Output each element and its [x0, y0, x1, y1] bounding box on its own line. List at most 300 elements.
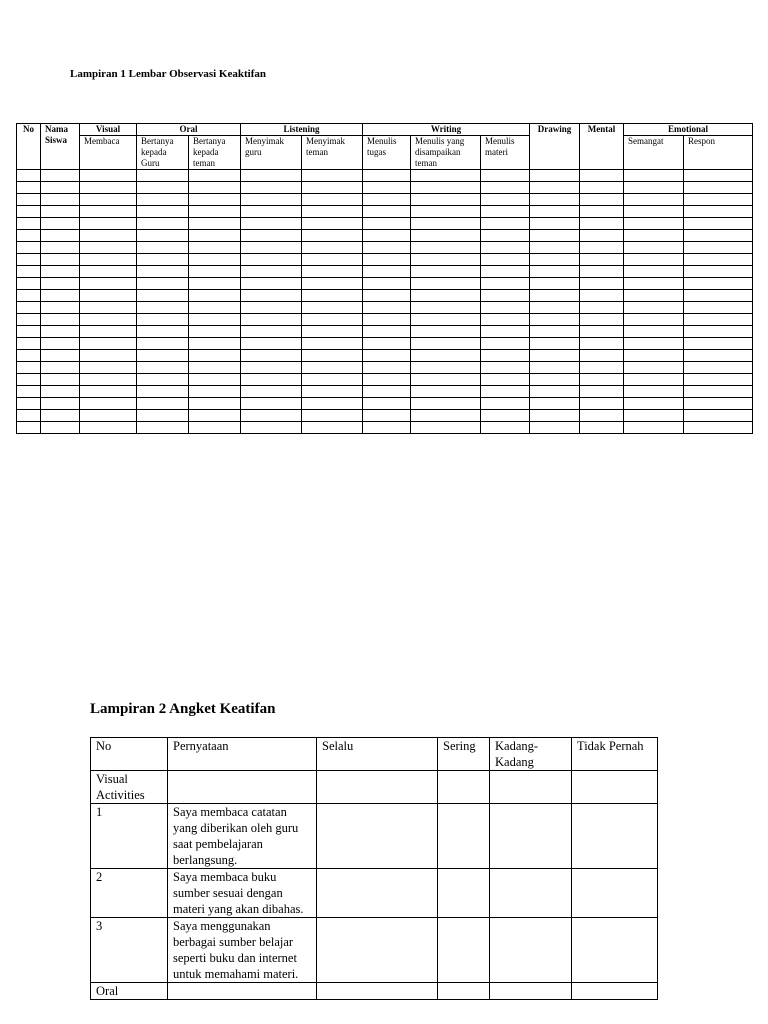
- table-cell: [363, 398, 411, 410]
- table-cell: [363, 230, 411, 242]
- table-cell: [302, 374, 363, 386]
- table-cell: [624, 170, 684, 182]
- table-cell: [481, 266, 530, 278]
- table-row: [91, 804, 658, 869]
- table-row: [17, 206, 753, 218]
- table-cell: [137, 254, 189, 266]
- table-cell: [137, 278, 189, 290]
- table-cell: [481, 182, 530, 194]
- table-cell: [481, 218, 530, 230]
- table-cell: [302, 290, 363, 302]
- table-cell: [17, 170, 41, 182]
- table-cell: [411, 194, 481, 206]
- answer-cell: [317, 918, 438, 983]
- table-cell: [363, 314, 411, 326]
- table-cell: [41, 374, 80, 386]
- table-cell: [17, 218, 41, 230]
- table-cell: [302, 386, 363, 398]
- table-row: [17, 398, 753, 410]
- table-cell: [241, 242, 302, 254]
- table-cell: [530, 338, 580, 350]
- table-cell: [580, 398, 624, 410]
- table-cell: [580, 182, 624, 194]
- table-cell: [137, 242, 189, 254]
- subheader-respon: Respon: [684, 136, 753, 170]
- table-cell: [481, 230, 530, 242]
- table-cell: [137, 350, 189, 362]
- table-cell: [580, 254, 624, 266]
- table-cell: [481, 302, 530, 314]
- table-row: [17, 386, 753, 398]
- table-cell: [411, 338, 481, 350]
- table-cell: [137, 230, 189, 242]
- header-nama-siswa: Nama Siswa: [41, 124, 80, 170]
- table-cell: [580, 206, 624, 218]
- table-cell: [481, 290, 530, 302]
- table-cell: [530, 266, 580, 278]
- table-cell: [363, 170, 411, 182]
- table-cell: [241, 206, 302, 218]
- table-cell: [241, 254, 302, 266]
- table-cell: [241, 182, 302, 194]
- table-cell: [363, 374, 411, 386]
- table-row: [91, 918, 658, 983]
- angket-header-kadang: Kadang-Kadang: [490, 738, 572, 771]
- table-cell: [624, 230, 684, 242]
- table-cell: [481, 326, 530, 338]
- table-cell: [684, 230, 753, 242]
- table-cell: [80, 302, 137, 314]
- table-cell: [363, 386, 411, 398]
- table-cell: [302, 338, 363, 350]
- table-cell: [530, 242, 580, 254]
- table-cell: [241, 230, 302, 242]
- table-cell: [580, 338, 624, 350]
- table-cell: [530, 302, 580, 314]
- table-cell: [411, 242, 481, 254]
- table-row: [17, 314, 753, 326]
- table-cell: [241, 398, 302, 410]
- answer-cell: [572, 983, 658, 1000]
- table-cell: [624, 398, 684, 410]
- table-cell: [363, 410, 411, 422]
- table-cell: [411, 170, 481, 182]
- table-cell: [241, 170, 302, 182]
- answer-cell: [317, 771, 438, 804]
- table-cell: [80, 230, 137, 242]
- table-cell: [41, 326, 80, 338]
- table-cell: [363, 266, 411, 278]
- table-cell: [137, 374, 189, 386]
- row-number: 3: [91, 918, 168, 983]
- table-cell: [580, 350, 624, 362]
- table-cell: [41, 314, 80, 326]
- table-cell: [17, 290, 41, 302]
- observation-table: [16, 123, 753, 434]
- table-cell: [684, 290, 753, 302]
- answer-cell: [490, 983, 572, 1000]
- table-cell: [80, 314, 137, 326]
- table-cell: [580, 326, 624, 338]
- table-cell: [241, 326, 302, 338]
- table-cell: [363, 326, 411, 338]
- table-cell: [241, 314, 302, 326]
- subheader-bertanya-guru: Bertanya kepada Guru: [137, 136, 189, 170]
- table-cell: [189, 362, 241, 374]
- table-cell: [241, 362, 302, 374]
- answer-cell: [572, 918, 658, 983]
- table-row: [17, 170, 753, 182]
- table-row: [17, 242, 753, 254]
- answer-cell: [572, 804, 658, 869]
- table-cell: [189, 422, 241, 434]
- table-cell: [530, 170, 580, 182]
- table-cell: [302, 206, 363, 218]
- table-cell: [411, 386, 481, 398]
- table-cell: [80, 362, 137, 374]
- table-cell: [189, 254, 241, 266]
- table-cell: [481, 242, 530, 254]
- table-cell: [580, 194, 624, 206]
- table-cell: [17, 338, 41, 350]
- subheader-membaca: Membaca: [80, 136, 137, 170]
- table-row: [91, 983, 658, 1000]
- table-cell: [189, 230, 241, 242]
- table-cell: [302, 242, 363, 254]
- table-cell: [481, 422, 530, 434]
- table-cell: [580, 230, 624, 242]
- table-cell: [580, 290, 624, 302]
- table-cell: [241, 278, 302, 290]
- table-cell: [684, 338, 753, 350]
- table-cell: [189, 266, 241, 278]
- answer-cell: [490, 918, 572, 983]
- table-cell: [684, 254, 753, 266]
- table-cell: [137, 170, 189, 182]
- table-cell: [530, 386, 580, 398]
- table-cell: [41, 170, 80, 182]
- table-cell: [624, 266, 684, 278]
- table-cell: [80, 170, 137, 182]
- table-cell: [684, 326, 753, 338]
- table-cell: [624, 338, 684, 350]
- table-row: [17, 350, 753, 362]
- answer-cell: [438, 804, 490, 869]
- row-number: 2: [91, 869, 168, 918]
- table-cell: [624, 254, 684, 266]
- table-row: [17, 374, 753, 386]
- answer-cell: [438, 771, 490, 804]
- table-cell: [41, 422, 80, 434]
- table-cell: [137, 326, 189, 338]
- table-cell: [624, 386, 684, 398]
- table-cell: [411, 230, 481, 242]
- table-cell: [80, 350, 137, 362]
- table-cell: [580, 218, 624, 230]
- answer-cell: [438, 983, 490, 1000]
- table-cell: [302, 182, 363, 194]
- table-row: [17, 230, 753, 242]
- table-cell: [624, 410, 684, 422]
- table-cell: [530, 410, 580, 422]
- row-number: 1: [91, 804, 168, 869]
- header-visual: Visual: [80, 124, 137, 136]
- table-cell: [302, 410, 363, 422]
- table-cell: [363, 362, 411, 374]
- answer-cell: [490, 771, 572, 804]
- table-cell: [624, 218, 684, 230]
- table-cell: [41, 194, 80, 206]
- table-cell: [481, 314, 530, 326]
- answer-cell: [572, 771, 658, 804]
- header-mental: Mental: [580, 124, 624, 170]
- angket-header-tidak-pernah: Tidak Pernah: [572, 738, 658, 771]
- table-cell: [624, 242, 684, 254]
- row-number: Visual Activities: [91, 771, 168, 804]
- table-cell: [302, 314, 363, 326]
- table-cell: [530, 254, 580, 266]
- table-cell: [481, 170, 530, 182]
- table-cell: [580, 278, 624, 290]
- table-cell: [80, 326, 137, 338]
- table-cell: [481, 410, 530, 422]
- table-cell: [302, 254, 363, 266]
- table-cell: [17, 302, 41, 314]
- angket-header-no: No: [91, 738, 168, 771]
- table-cell: [363, 350, 411, 362]
- answer-cell: [438, 869, 490, 918]
- table-cell: [17, 206, 41, 218]
- table-cell: [411, 302, 481, 314]
- table-cell: [530, 398, 580, 410]
- table-cell: [41, 254, 80, 266]
- table-cell: [530, 362, 580, 374]
- table-cell: [580, 422, 624, 434]
- table-cell: [411, 206, 481, 218]
- angket-header-row: [91, 738, 658, 771]
- table-cell: [302, 350, 363, 362]
- table-cell: [580, 242, 624, 254]
- table-cell: [481, 338, 530, 350]
- table-cell: [80, 206, 137, 218]
- table-cell: [580, 170, 624, 182]
- table-cell: [684, 362, 753, 374]
- table-cell: [624, 422, 684, 434]
- table-cell: [411, 278, 481, 290]
- subheader-row: [17, 136, 753, 170]
- table-cell: [241, 218, 302, 230]
- table-cell: [241, 338, 302, 350]
- row-number: Oral: [91, 983, 168, 1000]
- table-cell: [302, 194, 363, 206]
- table-cell: [363, 218, 411, 230]
- table-cell: [302, 398, 363, 410]
- table-cell: [624, 302, 684, 314]
- header-row: [17, 124, 753, 136]
- table-cell: [41, 338, 80, 350]
- table-cell: [411, 422, 481, 434]
- table-cell: [624, 206, 684, 218]
- answer-cell: [317, 983, 438, 1000]
- table-cell: [530, 290, 580, 302]
- table-cell: [530, 230, 580, 242]
- table-cell: [624, 362, 684, 374]
- table-cell: [481, 374, 530, 386]
- table-cell: [137, 194, 189, 206]
- table-cell: [17, 242, 41, 254]
- table-cell: [684, 266, 753, 278]
- table-cell: [137, 386, 189, 398]
- answer-cell: [317, 869, 438, 918]
- table-cell: [80, 242, 137, 254]
- table-cell: [137, 218, 189, 230]
- table-row: [17, 194, 753, 206]
- answer-cell: [438, 918, 490, 983]
- table-cell: [684, 410, 753, 422]
- table-cell: [41, 410, 80, 422]
- table-cell: [411, 350, 481, 362]
- table-cell: [189, 218, 241, 230]
- answer-cell: [572, 869, 658, 918]
- table-cell: [17, 254, 41, 266]
- table-cell: [41, 302, 80, 314]
- table-cell: [80, 194, 137, 206]
- table-cell: [363, 422, 411, 434]
- row-statement: [168, 771, 317, 804]
- table-cell: [137, 182, 189, 194]
- table-cell: [17, 266, 41, 278]
- table-cell: [189, 170, 241, 182]
- table-cell: [411, 410, 481, 422]
- answer-cell: [490, 804, 572, 869]
- table-cell: [137, 410, 189, 422]
- lampiran1-title: Lampiran 1 Lembar Observasi Keaktifan: [70, 68, 266, 80]
- answer-cell: [317, 804, 438, 869]
- table-cell: [80, 398, 137, 410]
- table-cell: [684, 182, 753, 194]
- table-cell: [684, 350, 753, 362]
- table-cell: [684, 278, 753, 290]
- table-row: [17, 218, 753, 230]
- table-row: [91, 869, 658, 918]
- table-cell: [302, 278, 363, 290]
- table-cell: [624, 278, 684, 290]
- table-cell: [580, 266, 624, 278]
- subheader-menulis-tugas: Menulis tugas: [363, 136, 411, 170]
- table-cell: [241, 386, 302, 398]
- table-cell: [41, 230, 80, 242]
- header-drawing: Drawing: [530, 124, 580, 170]
- table-cell: [189, 302, 241, 314]
- table-cell: [41, 278, 80, 290]
- table-cell: [580, 302, 624, 314]
- table-cell: [189, 386, 241, 398]
- table-cell: [241, 290, 302, 302]
- table-cell: [137, 206, 189, 218]
- table-cell: [302, 218, 363, 230]
- table-cell: [41, 182, 80, 194]
- subheader-menulis-materi: Menulis materi: [481, 136, 530, 170]
- table-cell: [411, 218, 481, 230]
- table-cell: [241, 266, 302, 278]
- table-row: [17, 338, 753, 350]
- angket-header-selalu: Selalu: [317, 738, 438, 771]
- table-cell: [624, 182, 684, 194]
- table-cell: [17, 194, 41, 206]
- table-cell: [80, 218, 137, 230]
- table-cell: [80, 374, 137, 386]
- table-cell: [580, 374, 624, 386]
- table-cell: [684, 422, 753, 434]
- table-cell: [580, 314, 624, 326]
- header-oral: Oral: [137, 124, 241, 136]
- table-cell: [624, 290, 684, 302]
- table-cell: [530, 206, 580, 218]
- table-cell: [41, 386, 80, 398]
- table-cell: [189, 350, 241, 362]
- table-cell: [137, 314, 189, 326]
- table-cell: [189, 410, 241, 422]
- header-writing: Writing: [363, 124, 530, 136]
- table-row: [17, 410, 753, 422]
- table-cell: [530, 350, 580, 362]
- table-cell: [137, 302, 189, 314]
- table-cell: [363, 338, 411, 350]
- row-statement: [168, 983, 317, 1000]
- table-row: [17, 278, 753, 290]
- table-row: [17, 362, 753, 374]
- table-row: [17, 290, 753, 302]
- table-cell: [41, 290, 80, 302]
- table-cell: [17, 314, 41, 326]
- table-cell: [189, 338, 241, 350]
- table-cell: [684, 314, 753, 326]
- table-cell: [302, 266, 363, 278]
- table-cell: [481, 398, 530, 410]
- table-cell: [481, 254, 530, 266]
- table-cell: [624, 194, 684, 206]
- table-cell: [17, 182, 41, 194]
- header-emotional: Emotional: [624, 124, 753, 136]
- table-cell: [137, 338, 189, 350]
- table-cell: [137, 266, 189, 278]
- answer-cell: [490, 869, 572, 918]
- table-cell: [580, 362, 624, 374]
- table-cell: [189, 278, 241, 290]
- table-cell: [684, 218, 753, 230]
- table-cell: [241, 422, 302, 434]
- table-cell: [624, 374, 684, 386]
- subheader-menyimak-guru: Menyimak guru: [241, 136, 302, 170]
- header-no: No: [17, 124, 41, 170]
- table-cell: [17, 410, 41, 422]
- table-cell: [41, 206, 80, 218]
- table-cell: [80, 290, 137, 302]
- table-cell: [580, 410, 624, 422]
- table-cell: [137, 362, 189, 374]
- table-cell: [241, 350, 302, 362]
- table-cell: [17, 374, 41, 386]
- table-cell: [80, 182, 137, 194]
- table-cell: [302, 230, 363, 242]
- table-cell: [241, 374, 302, 386]
- table-cell: [684, 374, 753, 386]
- table-cell: [363, 242, 411, 254]
- table-cell: [17, 386, 41, 398]
- subheader-menulis-disampaikan: Menulis yang disampaikan teman: [411, 136, 481, 170]
- table-cell: [41, 266, 80, 278]
- table-cell: [481, 278, 530, 290]
